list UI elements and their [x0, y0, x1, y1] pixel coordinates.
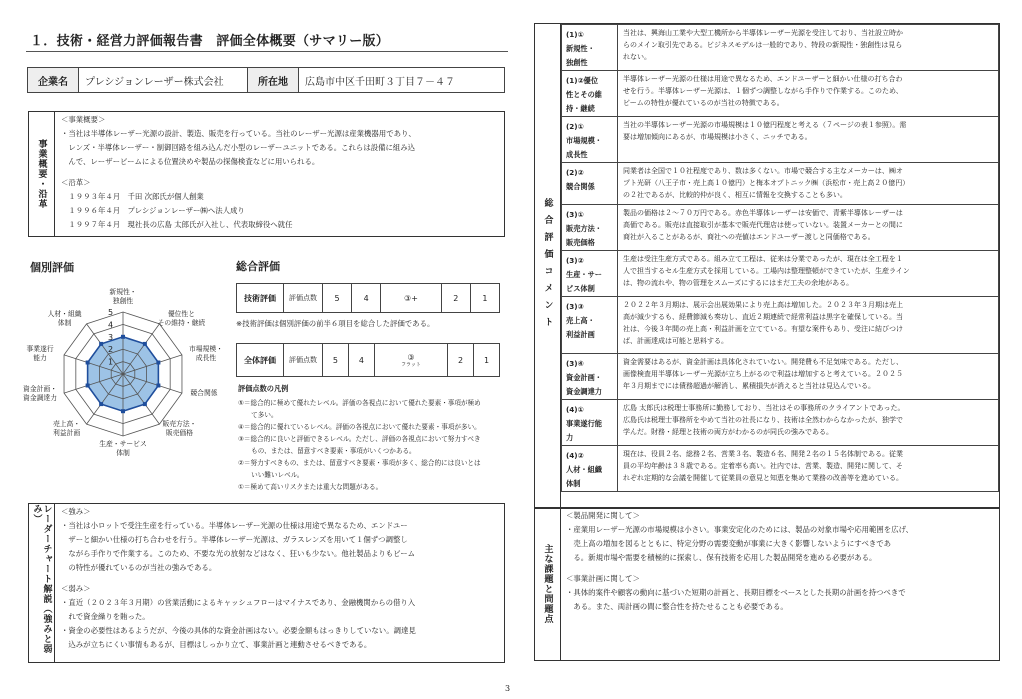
radar-comment-box: [28, 503, 505, 663]
comment-table: [561, 24, 999, 492]
overall-score-2: 2: [448, 344, 474, 377]
overview-side-label-cell: [29, 112, 55, 236]
issues-side-label: [535, 508, 560, 660]
comment-label-line: (2)①: [566, 122, 584, 131]
comment-row: [562, 117, 999, 163]
tech-eval-label: 技術評価: [237, 284, 284, 313]
legend-line: ③＝総合的に良いと評価できるレベル。ただし、評価の各視点において努力すべき: [238, 435, 481, 443]
title-divider: [26, 51, 508, 52]
overall-points-label: 評価点数: [284, 344, 323, 377]
radar-data-point: [121, 409, 125, 413]
radar-scale-tick: 4: [108, 320, 114, 330]
comment-text-line: 画像検査用半導体レーザー光源が立ち上がるので利益は増加すると考えている。２０２５: [623, 370, 903, 378]
radar-axis-label: [162, 419, 196, 437]
comment-row-text: [618, 205, 999, 251]
radar-axis-label: [99, 439, 147, 457]
radar-comment-line: ・資金の必要性はあるようだが、今後の具体的な資金計画はない。必要金額もはっきりしていない。調達見: [61, 626, 416, 636]
comment-text-line: 学んだ。財務・経理と技術の両方がわかるのが同氏の強みである。: [623, 428, 833, 436]
radar-axis-label-line: 独創性: [112, 297, 134, 305]
radar-axis-label: [53, 419, 80, 437]
comment-text-line: 生産は受注生産方式である。組み立て工程は、従来は分業であったが、現在は全工程を１: [623, 255, 903, 263]
comment-label-line: (1)①: [566, 30, 584, 39]
comment-text-line: ビームの特性が優れているのが当社の特徴である。: [623, 99, 784, 107]
comment-text-line: 人で担当するセル生産方式を採用している。工場内は整理整頓ができていたが、生産ライン: [623, 267, 910, 275]
comment-row-label: [562, 25, 618, 71]
radar-comment-line: ながら手作りで作業する。このため、不要な光の放射などはなく、狂いも少ない。他社製品よりもビーム: [61, 549, 416, 558]
comment-row: [562, 163, 999, 205]
comment-row-text: [618, 297, 999, 354]
comment-text-line: 同業者は全国で１０社程度であり、数は多くない。市場で競合する主なメーカーは、㈱オ: [623, 167, 903, 175]
radar-axis-label-line: 能力: [33, 353, 47, 362]
comment-row-label: [562, 446, 618, 492]
page-title: １．技術・経営力評価報告書 評価全体概要（サマリー版）: [30, 34, 390, 49]
overview-line: んで、レーザービームによる位置決めや製品の探傷検査などに用いられる。: [61, 157, 320, 166]
tech-score-1: 1: [470, 284, 499, 313]
comment-text-line: ２０２２年３月期は、展示会出展効果により売上高は増加した。２０２３年３月期は売上: [623, 301, 903, 309]
overall-score-3-value: ③: [407, 352, 415, 362]
overall-score-4: 4: [348, 344, 374, 377]
radar-axis-label-line: 事業遂行: [26, 344, 54, 353]
tech-score-4: 4: [352, 284, 381, 313]
comment-row-label: [562, 400, 618, 446]
radar-data-point: [99, 402, 103, 406]
comment-row-label: [562, 354, 618, 400]
comment-text-line: 社は、今後３年間の売上高・利益計画を立てている。有望な案件もあり、受注に結びつけ: [623, 325, 903, 333]
radar-comment-line: ＜弱み＞: [61, 584, 91, 594]
radar-comment-line: ・当社は小ロットで受注生産を行っている。半導体レーザー光源の仕様は用途で異なるため、エンドユー: [61, 521, 408, 530]
issues-line: ＜製品開発に関して＞: [566, 511, 640, 520]
radar-axis-label-line: 生産・サービス: [99, 440, 147, 448]
radar-comment-line: ＜強み＞: [61, 507, 91, 516]
tech-score-5: 5: [323, 284, 352, 313]
comment-text-line: の２社であるが、比較的仲が良く、相互に情報を交換することも多い。: [623, 191, 847, 199]
legend-line: もの、または、留意すべき要素・事項がいくつかある。: [238, 447, 416, 455]
radar-axis-label-line: 人材・組織: [47, 309, 82, 318]
overall-eval-heading: 総合評価: [236, 260, 280, 273]
comment-text-line: 高価である。販売は直接取引が基本で販売代理店は使っていない。装置メーカーとの間に: [623, 221, 903, 229]
vertical-label-text: レーダーチャート解説（強みと弱み）: [31, 504, 52, 654]
radar-axis-label-line: 販売方法・: [162, 420, 197, 429]
overview-line: ・当社は半導体レーザー光源の設計、製造、販売を行っている。当社のレーザー光源は産業機器用であり、: [61, 129, 416, 138]
radar-comment-text: [61, 505, 501, 652]
radar-axis-label-line: 資金計画・: [23, 385, 58, 394]
issues-box: [534, 507, 1000, 661]
radar-comment-line: ザーと細かい仕様の打ち合わせを行う。半導体レーザー光源は、ガラスレンズを用いて１個ずつ調整し: [61, 535, 408, 544]
comment-label-line: (4)①: [566, 405, 584, 414]
comment-box: [534, 23, 1000, 509]
comment-row-text: [618, 446, 999, 492]
radar-scale-tick: 1: [108, 357, 114, 367]
comment-row: [562, 205, 999, 251]
radar-axis-label-line: 成長性: [195, 353, 217, 362]
overview-line: ＜事業概要＞: [61, 115, 106, 124]
comment-row-label: [562, 297, 618, 354]
radar-comment-line: ・直近（２０２３年３月期）の営業活動によるキャッシュフローはマイナスであり、金融機関からの借り入: [61, 598, 416, 608]
comment-label-line: 売上高・: [566, 316, 595, 325]
issues-line: [566, 565, 996, 572]
comment-row-text: [618, 25, 999, 71]
legend-line: ④＝総合的に優れているレベル。評価の各視点において優れた要素・事項が多い。: [238, 423, 481, 431]
radar-data-point: [86, 361, 90, 365]
comment-label-line: 性とその維: [566, 90, 602, 99]
comment-row-text: [618, 117, 999, 163]
comment-label-line: 資金調達力: [566, 387, 602, 396]
comment-text-line: 半導体レーザー光源の仕様は用途で異なるため、エンドユーザーと細かい仕様の打ち合わ: [623, 75, 903, 83]
comment-label-line: 市場規模・: [566, 136, 602, 145]
radar-data-point: [99, 342, 103, 346]
legend-line: いい難いレベル。: [238, 471, 304, 479]
issues-line: ＜事業計画に関して＞: [566, 574, 640, 584]
issues-line: ・具体的案件や顧客の動向に基づいた短期の計画と、長期目標をベースとした長期の計画を持つべきで: [566, 588, 906, 598]
comment-text-line: れない。: [623, 53, 651, 61]
comment-row-label: [562, 205, 618, 251]
company-info-table: [27, 67, 505, 93]
tech-eval-note: ※技術評価は個別評価の前半６項目を総合した評価である。: [236, 319, 435, 328]
comment-row: [562, 297, 999, 354]
comment-label-line: 新規性・: [566, 44, 595, 53]
comment-row: [562, 446, 999, 492]
comment-text-line: 要は増加傾向にあるが、市場規模は小さく、ニッチである。: [623, 133, 812, 141]
company-address: 広島市中区千田町３丁目７－４７: [299, 68, 505, 93]
page-number: 3: [505, 684, 511, 693]
radar-axis-label: [109, 287, 136, 305]
comment-text-line: らのメイン取引先である。ビジネスモデルは一般的であり、特段の新規性・独創性は見ら: [623, 41, 903, 49]
comment-text-line: 製品の価格は２～７０万円である。赤色半導体レーザーは安価で、青紫半導体レーザーは: [623, 209, 903, 217]
radar-axis-label-line: 市場規模・: [188, 344, 223, 353]
overall-score-5: 5: [323, 344, 349, 377]
comment-label-line: 利益計画: [566, 330, 595, 339]
radar-axis-label-line: 利益計画: [52, 429, 81, 438]
comment-text-line: 当社の半導体レーザー光源の市場規模は１０億円程度と考える（７ページの表１参照）。需: [623, 121, 907, 129]
comment-label-line: 販売方法・: [566, 224, 602, 233]
issues-side-cell: [535, 508, 561, 660]
comment-label-line: (4)②: [566, 451, 584, 460]
company-name: プレシジョンレーザー株式会社: [79, 68, 248, 93]
radar-axis-label-line: 販売価格: [165, 429, 194, 438]
comment-row: [562, 400, 999, 446]
comment-text-line: れぞれ定期的な会議を開催して従業員の意見と知恵を集めて業務の改善等を進めている。: [623, 474, 903, 482]
comment-row: [562, 25, 999, 71]
comment-label-line: 独創性: [566, 58, 588, 67]
comment-row-label: [562, 251, 618, 297]
comment-text-line: は、物の流れや、物の管理をスムーズにするにはまだ工夫の余地がある。: [623, 279, 854, 287]
overview-line: [61, 169, 501, 176]
comment-text-line: 現在は、役員２名、総務２名、営業３名、製造６名、開発２名の１５名体制である。従業: [623, 450, 903, 458]
comment-label-line: ビス体制: [566, 284, 595, 293]
radar-axis-label: [190, 388, 217, 397]
business-overview-box: [28, 111, 505, 237]
comment-row-text: [618, 71, 999, 117]
comment-label-line: (3)③: [566, 302, 584, 311]
vertical-label-text: 主な課題と問題点: [542, 544, 553, 624]
comment-label-line: 力: [566, 433, 574, 442]
flat-label: フラット: [401, 361, 421, 368]
radar-data-point: [143, 402, 147, 406]
overview-line: １９９７年４月 現社長の広島 太郎氏が入社し、代表取締役へ就任: [61, 220, 293, 230]
comment-text-line: 当社は、興海山工業や大型工機所から半導体レーザー光源を受注しており、当社設立時か: [623, 29, 903, 37]
comment-row-label: [562, 71, 618, 117]
comment-row-label: [562, 163, 618, 205]
comment-label-line: (3)④: [566, 359, 584, 368]
issues-line: る。新規市場や需要を積極的に探索し、保有技術を応用した製品開発を進める必要がある。: [566, 553, 877, 562]
overall-score-3-selected: [374, 344, 447, 377]
comment-side-cell: [535, 24, 561, 508]
comment-text-line: 広島 太郎氏は税理士事務所に勤務しており、当社はその事務所のクライアントであった。: [623, 404, 905, 412]
comment-label-line: 持・継続: [566, 104, 595, 113]
comment-row: [562, 354, 999, 400]
overall-eval-table: [236, 343, 500, 377]
comment-text-line: 資金需要はあるが、資金計画は具体化されていない。開発費も不足気味である。ただし、: [623, 358, 903, 366]
legend-text: [238, 397, 506, 493]
radar-axis-label: [158, 309, 206, 327]
comment-label-line: (1)②優位: [566, 76, 599, 85]
radar-comment-line: 込みが立ちにくい事情もあるが、目標はしっかり立て、事業計画と連動させるべきである。: [61, 640, 372, 650]
comment-text-line: 年３月期までには債務超過が解消し、累積損失が消えると当社は見込んでいる。: [623, 382, 875, 390]
radar-data-point: [156, 361, 160, 365]
comment-side-label: [535, 24, 560, 508]
overall-eval-label: 全体評価: [237, 344, 284, 377]
radar-chart: [10, 278, 230, 468]
radar-scale-tick: 3: [108, 332, 114, 342]
comment-text-line: 高が減少するも、経費節減も奏功し、直近２期連続で経常利益は黒字を確保している。当: [623, 313, 903, 321]
radar-data-point: [156, 383, 160, 387]
comment-label-line: 生産・サー: [566, 270, 602, 279]
radar-comment-line: [61, 575, 501, 582]
overall-score-1: 1: [474, 344, 500, 377]
vertical-label-text: 総合評価コメント: [542, 198, 553, 334]
address-label: 所在地: [248, 68, 299, 93]
radar-axis-label-line: 体制: [57, 318, 72, 327]
radar-axis-label: [48, 309, 82, 327]
radar-axis-label-line: その維持・継続: [157, 318, 206, 327]
radar-scale-tick: 5: [108, 308, 114, 317]
legend-line: て多い。: [238, 411, 278, 419]
comment-text-line: せを行う。半導体レーザー光源は、１個ずつ調整しながら手作りで作業する。このため、: [623, 87, 903, 95]
overview-side-label: [29, 112, 54, 236]
radar-chart-svg: [10, 278, 230, 468]
tech-score-3-selected: ③+: [381, 284, 442, 313]
radar-axis-label: [189, 344, 223, 362]
radar-axis-label: [23, 384, 57, 402]
comment-row: [562, 251, 999, 297]
radar-comment-side-cell: [29, 504, 55, 662]
comment-row-label: [562, 117, 618, 163]
comment-label-line: 体制: [566, 479, 581, 488]
comment-row-text: [618, 400, 999, 446]
comment-text-line: 広島氏は税理士事務所をやめて当社の社長になり、技術は全然わからなかったが、独学で: [623, 416, 903, 424]
radar-axis-label-line: 資金調達力: [23, 394, 58, 403]
comment-label-line: (2)②: [566, 168, 584, 177]
comment-text-line: ば、計画達成は可能と思料する。: [623, 337, 728, 345]
vertical-label-text: 事業概要・沿革: [36, 139, 47, 209]
tech-points-label: 評価点数: [284, 284, 323, 313]
issues-line: 売上高の増加を図るとともに、特定分野の需要変動が事業に大きく影響しないようにすべきであ: [566, 539, 892, 548]
overview-text: [61, 113, 501, 232]
comment-label-line: (3)②: [566, 256, 584, 265]
comment-label-line: 販売価格: [566, 238, 595, 247]
overview-line: １９９６年４月 プレシジョンレーザー㈱へ法人成り: [61, 206, 245, 216]
comment-label-line: 事業遂行能: [566, 419, 602, 428]
comment-row-text: [618, 251, 999, 297]
individual-eval-heading: 個別評価: [30, 261, 74, 274]
tech-eval-table: [236, 283, 500, 313]
comment-text-line: 員の平均年齢は３８歳である。定着率も高い。社内では、営業、製造、開発に関して、そ: [623, 462, 903, 470]
comment-label-line: 競合関係: [566, 182, 595, 191]
issues-line: ・産業用レーザー光源の市場規模は小さい。事業安定化のためには、製品の対象市場や応用範囲を広げ、: [566, 525, 914, 534]
legend-line: ②＝努力すべきもの、または、留意すべき要素・事項が多く、総合的には良いとは: [238, 459, 481, 467]
radar-axis-label-line: 競合関係: [190, 389, 218, 398]
radar-comment-line: の特性が優れているのが当社の強みである。: [61, 563, 217, 572]
radar-comment-side-label: [29, 504, 54, 662]
radar-axis-label: [26, 344, 53, 362]
comment-label-line: 資金計画・: [566, 373, 602, 382]
comment-label-line: (3)①: [566, 210, 584, 219]
company-name-label: 企業名: [28, 68, 79, 93]
radar-axis-label-line: 優位性と: [167, 309, 196, 318]
radar-scale-tick: 2: [108, 345, 114, 355]
comment-label-line: 成長性: [566, 150, 588, 159]
radar-data-point: [121, 335, 125, 339]
radar-axis-label-line: 体制: [116, 449, 130, 457]
comment-row-text: [618, 354, 999, 400]
tech-score-2: 2: [441, 284, 470, 313]
radar-data-point: [143, 342, 147, 346]
comment-text-line: プト光研（八王子市・売上高１０億円）と梅本オプトニック㈱（浜松市・売上高２０億円）: [623, 179, 910, 187]
comment-row-text: [618, 163, 999, 205]
issues-text: [566, 509, 996, 614]
overview-line: １９９３年４月 千田 次郎氏が個人創業: [61, 192, 204, 202]
legend-line: ⑤＝総合的に極めて優れたレベル。評価の各視点において優れた要素・事項が極め: [238, 399, 481, 407]
legend-line: ①＝極めて高いリスクまたは重大な問題がある。: [238, 483, 383, 491]
radar-axis-label-line: 新規性・: [109, 288, 137, 296]
radar-data-point: [86, 383, 90, 387]
radar-comment-line: れで資金繰りを賄った。: [61, 612, 150, 622]
overview-line: レンズ・半導体レーザー・制御回路を組み込んだ小型のレーザーユニットである。これらは設備に組み込: [61, 143, 416, 152]
comment-label-line: 人材・組織: [566, 465, 602, 474]
comment-row: [562, 71, 999, 117]
radar-axis-label-line: 売上高・: [52, 420, 81, 429]
issues-line: ある。また、両計画の間に整合性を持たせることも必要である。: [566, 602, 788, 612]
legend-title: 評価点数の凡例: [238, 384, 289, 393]
comment-text-line: 商社が入ることがあるが、商社への売値はエンドユーザー渡しと同価格である。: [623, 233, 875, 241]
overview-line: ＜沿革＞: [61, 178, 91, 188]
